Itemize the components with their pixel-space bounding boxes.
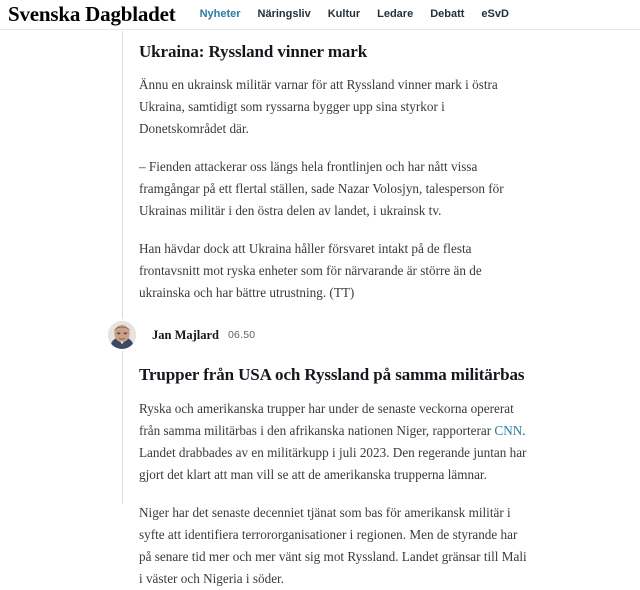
- byline-timestamp: 06.50: [228, 329, 256, 342]
- article-paragraph: Ännu en ukrainsk militär varnar för att Ryssland vinner mark i östra Ukraina, samtidigt som ryssarna bygger upp sina styrkor i Donetskområdet där.: [139, 77, 498, 137]
- avatar[interactable]: [108, 321, 136, 349]
- site-header: [0, 0, 640, 30]
- nav-item-nyheter[interactable]: Nyheter: [199, 8, 241, 20]
- article-paragraph: Han hävdar dock att Ukraina håller försvaret intakt på de flesta frontavsnitt mot ryska enheter som för närvarande är större än de ukrainska och har bättre utrustning. (TT): [139, 241, 482, 301]
- nav-item-naringsliv[interactable]: Näringsliv: [257, 8, 311, 20]
- article-item: [0, 364, 640, 589]
- nav-item-debatt[interactable]: Debatt: [430, 8, 465, 20]
- article-paragraph: [139, 398, 532, 486]
- byline-author[interactable]: Jan Majlard: [152, 327, 220, 342]
- article-feed: [0, 31, 640, 590]
- nav-item-esvd[interactable]: eSvD: [481, 8, 509, 20]
- nav-item-kultur[interactable]: Kultur: [327, 8, 361, 20]
- article-paragraph: – Fienden attackerar oss längs hela frontlinjen och har nått vissa framgångar på ett flertal ställen, sade Nazar Volosjyn, talesperson för Ukrainas militär i den östra delen av landet, i ukrainsk tv.: [139, 159, 504, 219]
- article-byline: [0, 318, 640, 352]
- article-paragraph: Niger har det senaste decenniet tjänat som bas för amerikansk militär i syfte att identifiera terrororganisationer i regionen. Men de styrande har på senare tid mer och mer vänt sig mot Ryssland. Landet gränsar till Mali i väster och Nigeria i söder.: [139, 504, 527, 586]
- paragraph-text-after-link: . Landet drabbades av en militärkupp i juli 2023. Den regerande juntan har gjort det klart att man vill se att de amerikanska trupperna lämnar.: [139, 422, 527, 482]
- paragraph-text-before-link: Ryska och amerikanska trupper har under de senaste veckorna opererat från samma militärbas i den afrikanska nationen Niger, rapporterar: [139, 400, 514, 438]
- cnn-source-link[interactable]: CNN: [494, 422, 523, 438]
- main-navigation: [200, 9, 509, 20]
- nav-item-ledare[interactable]: Ledare: [377, 8, 414, 20]
- article-headline[interactable]: Trupper från USA och Ryssland på samma militärbas: [139, 365, 525, 385]
- article-item: [0, 41, 640, 304]
- masthead-logo[interactable]: Svenska Dagbladet: [8, 2, 176, 26]
- article-headline[interactable]: Ukraina: Ryssland vinner mark: [139, 42, 368, 61]
